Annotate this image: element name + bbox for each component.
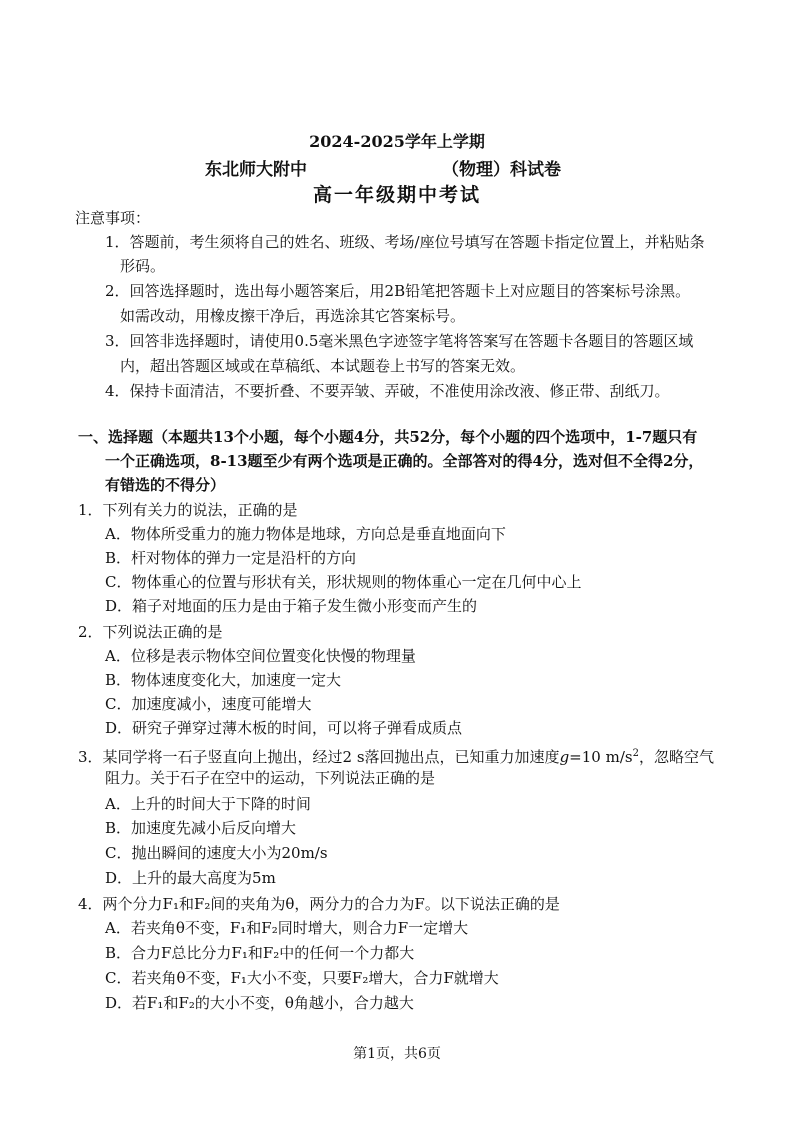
gravity-symbol: g: [559, 748, 570, 766]
question-4-option-a: A．若夹角θ不变，F₁和F₂同时增大，则合力F一定增大: [105, 919, 469, 937]
exam-term: 2024-2025学年上学期: [309, 132, 485, 151]
notice-title: 注意事项：: [75, 209, 151, 227]
question-3-stem-part: 3．某同学将一石子竖直向上抛出，经过2 s落回抛出点，已知重力加速度: [78, 748, 560, 766]
exam-title: 高一年级期中考试: [312, 184, 481, 206]
page-number: 第1页，共6页: [353, 1046, 441, 1062]
notice-line: 2．回答选择题时，选出每小题答案后，用2B铅笔把答题卡上对应题目的答案标号涂黑。: [105, 282, 691, 300]
question-3-stem-part: =10 m/s: [569, 748, 633, 766]
question-3-stem: [78, 744, 714, 767]
question-3-option-b: B．加速度先减小后反向增大: [105, 819, 297, 837]
notice-line: 1．答题前，考生须将自己的姓名、班级、考场/座位号填写在答题卡指定位置上，并粘贴条: [105, 233, 705, 251]
question-4-option-d: D．若F₁和F₂的大小不变，θ角越小，合力越大: [105, 994, 414, 1012]
question-1-option-b: B．杆对物体的弹力一定是沿杆的方向: [105, 549, 357, 567]
question-3-stem-part: ，忽略空气: [638, 748, 714, 766]
notice-line: 内，超出答题区域或在草稿纸、本试题卷上书写的答案无效。: [120, 357, 526, 375]
question-3-option-d: D．上升的最大高度为5m: [105, 869, 276, 887]
notice-line: 3．回答非选择题时，请使用0.5毫米黑色字迹签字笔将答案写在答题卡各题目的答题区域: [105, 332, 694, 350]
question-3-stem-cont: 阻力。关于石子在空中的运动，下列说法正确的是: [105, 769, 436, 787]
question-1-option-d: D．箱子对地面的压力是由于箱子发生微小形变而产生的: [105, 597, 478, 615]
notice-line: 如需改动，用橡皮擦干净后，再选涂其它答案标号。: [120, 307, 466, 325]
section-instructions: 一个正确选项，8-13题至少有两个选项是正确的。全部答对的得4分，选对但不全得2分，: [105, 452, 704, 470]
question-1-option-a: A．物体所受重力的施力物体是地球，方向总是垂直地面向下: [105, 525, 506, 543]
superscript: 2: [632, 748, 639, 759]
question-4-stem: 4．两个分力F₁和F₂间的夹角为θ，两分力的合力为F。以下说法正确的是: [78, 895, 560, 913]
school-name: 东北师大附中: [205, 160, 307, 180]
notice-line: 4．保持卡面清洁，不要折叠、不要弄皱、弄破，不准使用涂改液、修正带、刮纸刀。: [105, 382, 670, 400]
exam-subject: （物理）科试卷: [442, 160, 561, 180]
section-instructions: 有错选的不得分）: [105, 476, 226, 494]
question-2-option-d: D．研究子弹穿过薄木板的时间，可以将子弹看成质点: [105, 719, 463, 737]
question-1-option-c: C．物体重心的位置与形状有关，形状规则的物体重心一定在几何中心上: [105, 573, 582, 591]
notice-line: 形码。: [120, 257, 166, 275]
question-4-option-c: C．若夹角θ不变，F₁大小不变，只要F₂增大，合力F就增大: [105, 969, 499, 987]
section-instructions: 一、选择题（本题共13个小题，每个小题4分，共52分，每个小题的四个选项中，1-7题只有: [78, 428, 698, 446]
question-4-option-b: B．合力F总比分力F₁和F₂中的任何一个力都大: [105, 944, 415, 962]
question-3-option-c: C．抛出瞬间的速度大小为20m/s: [105, 844, 328, 862]
question-2-option-c: C．加速度减小，速度可能增大: [105, 695, 312, 713]
question-2-option-a: A．位移是表示物体空间位置变化快慢的物理量: [105, 647, 416, 665]
question-3-option-a: A．上升的时间大于下降的时间: [105, 795, 311, 813]
question-1-stem: 1．下列有关力的说法，正确的是: [78, 501, 298, 519]
question-2-option-b: B．物体速度变化大，加速度一定大: [105, 671, 342, 689]
question-2-stem: 2．下列说法正确的是: [78, 623, 223, 641]
